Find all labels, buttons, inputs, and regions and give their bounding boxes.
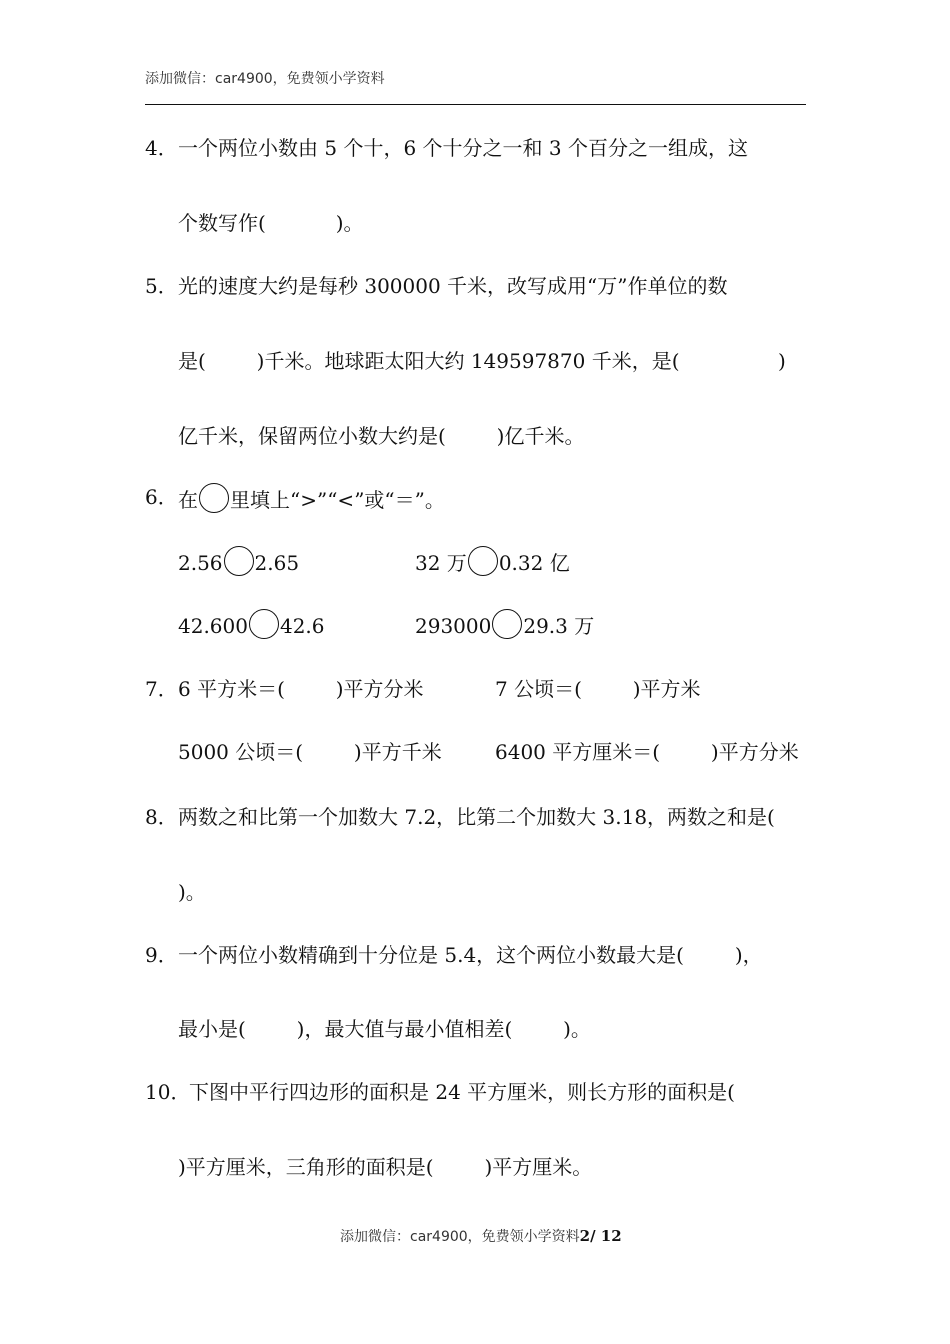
question-7-a: 6 平方米＝( )平方分米: [178, 677, 424, 701]
compare-item-3: [178, 609, 325, 640]
question-6-instruction: [178, 483, 445, 514]
compare-right: 42.6: [279, 614, 325, 638]
question-6-pre: 在: [178, 488, 198, 512]
compare-right: 0.32 亿: [498, 551, 570, 575]
question-5-line2-close: ): [778, 349, 786, 373]
compare-item-4: [415, 609, 594, 640]
question-4-line1: 一个两位小数由 5 个十，6 个十分之一和 3 个百分之一组成，这: [178, 136, 748, 160]
header-text: 添加微信：car4900，免费领小学资料: [145, 71, 385, 87]
question-7-c: 5000 公顷＝( )平方千米: [178, 740, 442, 764]
question-8-line2: )。: [178, 880, 206, 904]
answer-circle: [224, 546, 254, 576]
compare-item-2: [415, 546, 570, 577]
question-10-line2: )平方厘米，三角形的面积是( )平方厘米。: [178, 1155, 593, 1179]
question-7-number: 7．: [145, 677, 178, 701]
question-4-number: 4．: [145, 136, 178, 160]
question-8-line1: 两数之和比第一个加数大 7.2，比第二个加数大 3.18，两数之和是(: [178, 805, 775, 829]
question-6-post: 里填上“>”“<”或“＝”。: [230, 488, 445, 512]
footer: [340, 1226, 622, 1246]
question-9-line1: 一个两位小数精确到十分位是 5.4，这个两位小数最大是( )，: [178, 943, 763, 967]
question-9-number: 9．: [145, 943, 178, 967]
header-divider: [145, 104, 806, 105]
question-7-d: 6400 平方厘米＝( )平方分米: [495, 740, 799, 764]
compare-item-1: [178, 546, 299, 577]
compare-left: 32 万: [415, 551, 467, 575]
compare-right: 29.3 万: [523, 614, 595, 638]
question-10-number: 10．: [145, 1080, 191, 1104]
answer-circle: [199, 483, 229, 513]
question-5-line3: 亿千米，保留两位小数大约是( )亿千米。: [178, 424, 585, 448]
answer-circle: [249, 609, 279, 639]
question-9-line2: 最小是( )，最大值与最小值相差( )。: [178, 1017, 591, 1041]
answer-circle: [468, 546, 498, 576]
question-5-line1: 光的速度大约是每秒 300000 千米，改写成用“万”作单位的数: [178, 274, 728, 298]
question-6-number: 6．: [145, 485, 178, 509]
page-number: 2/ 12: [579, 1227, 622, 1245]
compare-left: 2.56: [178, 551, 223, 575]
question-4-line2: 个数写作( )。: [178, 211, 364, 235]
question-10-line1: 下图中平行四边形的面积是 24 平方厘米，则长方形的面积是(: [189, 1080, 735, 1104]
compare-right: 2.65: [254, 551, 300, 575]
compare-left: 293000: [415, 614, 492, 638]
question-5-number: 5．: [145, 274, 178, 298]
question-5-line2: 是( )千米。地球距太阳大约 149597870 千米，是(: [178, 349, 680, 373]
compare-left: 42.600: [178, 614, 248, 638]
answer-circle: [492, 609, 522, 639]
question-7-b: 7 公顷＝( )平方米: [495, 677, 701, 701]
footer-text: 添加微信：car4900，免费领小学资料: [340, 1229, 580, 1245]
question-8-number: 8．: [145, 805, 178, 829]
